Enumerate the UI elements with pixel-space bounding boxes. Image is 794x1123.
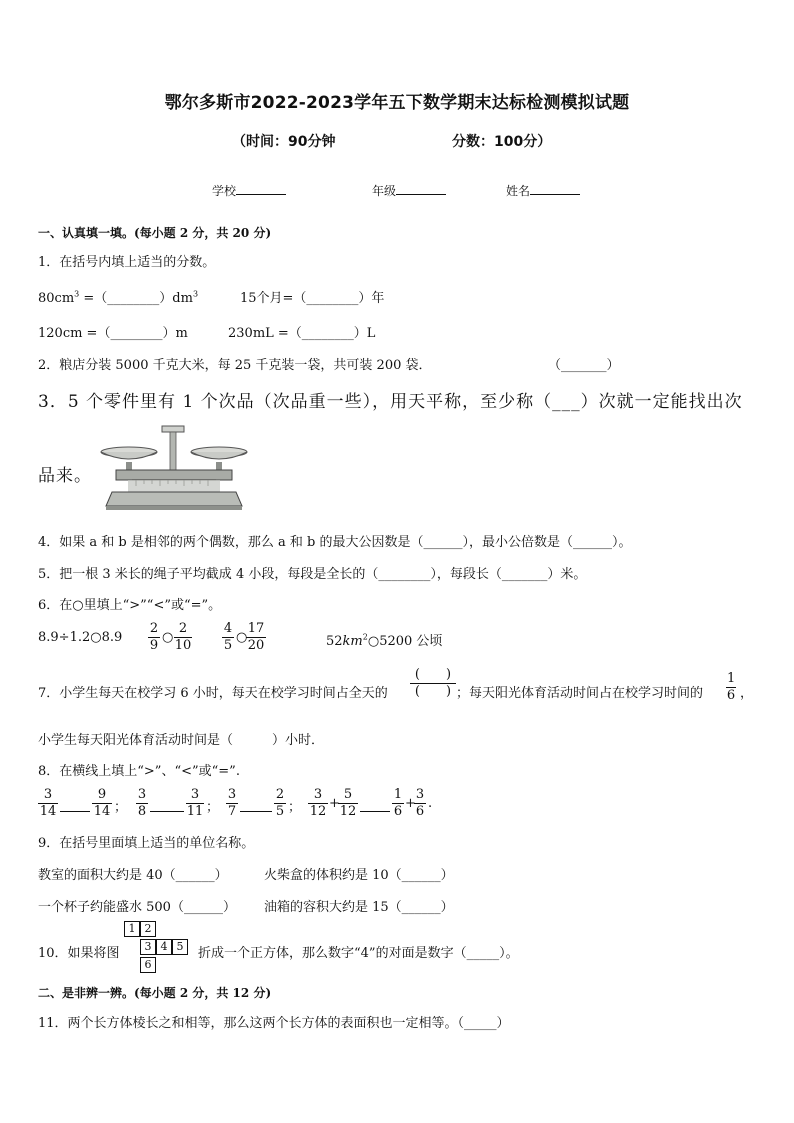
fraction-3-11: $\frac{3}{11}$ bbox=[186, 787, 204, 819]
fraction-3-14: $\frac{3}{14}$ bbox=[39, 787, 57, 819]
fraction-1-6: $\frac{1}{6}$ bbox=[393, 787, 403, 819]
fraction-3-6: $\frac{3}{6}$ bbox=[415, 787, 425, 819]
grade-blank[interactable] bbox=[396, 182, 446, 195]
exam-score: 分数：100分） bbox=[452, 134, 552, 150]
name-blank[interactable] bbox=[530, 182, 580, 195]
q10-pre: 10．如果将图 bbox=[38, 946, 120, 961]
fraction-17-20: $\frac{17}{20}$ bbox=[247, 621, 265, 653]
name-field bbox=[506, 182, 580, 199]
fraction-2-5: $\frac{2}{5}$ bbox=[275, 787, 285, 819]
grade-label: 年级 bbox=[372, 184, 397, 198]
section-2-heading: 二、是非辨一辨。(每小题 2 分，共 12 分) bbox=[38, 986, 272, 1000]
fraction-2-9: $\frac{2}{9}$ bbox=[149, 621, 159, 653]
q9-stem: 9．在括号里面填上适当的单位名称。 bbox=[38, 836, 255, 851]
name-label: 姓名 bbox=[506, 184, 531, 198]
page-title: 鄂尔多斯市2022-2023学年五下数学期末达标检测模拟试题 bbox=[164, 93, 630, 113]
answer-line[interactable] bbox=[360, 811, 390, 812]
q9-item-1: 教室的面积大约是 40（______） bbox=[38, 868, 228, 883]
balance-scale-illustration bbox=[92, 422, 252, 512]
q9-item-4: 油箱的容积大约是 15（______） bbox=[264, 900, 454, 915]
q6-item-1: 8.9÷1.2○8.9 bbox=[38, 630, 123, 645]
answer-line[interactable] bbox=[240, 811, 272, 812]
separator: ； bbox=[114, 800, 128, 815]
q7-comma: ， bbox=[740, 686, 754, 701]
fraction-3-8: $\frac{3}{8}$ bbox=[137, 787, 147, 819]
q3-line-2: 品来。 bbox=[38, 466, 92, 486]
grade-field bbox=[372, 182, 446, 199]
q1-item-1: $80cm^3$ $=(\_\_\_\_\_\_\_\_)dm^3$ bbox=[38, 289, 199, 306]
q7-line-1b: ；每天阳光体育活动时间占在校学习时间的 bbox=[456, 686, 704, 701]
q1-item-2: 15个月=（________）年 bbox=[240, 291, 385, 306]
fraction-1-6: $\frac{1}{6}$ bbox=[726, 671, 736, 703]
fraction-4-5: $\frac{4}{5}$ bbox=[223, 621, 233, 653]
q7-line-2: 小学生每天阳光体育活动时间是（ ）小时． bbox=[38, 733, 325, 748]
q10-post: 折成一个正方体，那么数字“4”的对面是数字（_____）。 bbox=[198, 946, 519, 961]
q2-text: 2．粮店分装 5000 千克大米，每 25 千克装一袋，共可装 200 袋． bbox=[38, 358, 432, 373]
q6-stem: 6．在○里填上“>”“<”或“=”。 bbox=[38, 598, 222, 613]
fraction-9-14: $\frac{9}{14}$ bbox=[93, 787, 111, 819]
q1-stem: 1．在括号内填上适当的分数。 bbox=[38, 255, 216, 270]
q2-blank[interactable]: （_______） bbox=[548, 358, 620, 373]
answer-line[interactable] bbox=[60, 811, 90, 812]
compare-circle[interactable]: ○ bbox=[236, 630, 248, 645]
school-blank[interactable] bbox=[236, 182, 286, 195]
net-cell: 1 bbox=[124, 921, 140, 937]
q1-item-3: 120cm =（________）m bbox=[38, 326, 188, 341]
q7-line-1a: 7．小学生每天在校学习 6 小时，每天在校学习时间占全天的 bbox=[38, 686, 388, 701]
school-field bbox=[212, 182, 286, 199]
plus-sign: + bbox=[405, 796, 416, 811]
q7-answer-fraction[interactable]: ( ) ( ) bbox=[410, 667, 456, 700]
fraction-3-7: $\frac{3}{7}$ bbox=[227, 787, 237, 819]
q5-text: 5．把一根 3 米长的绳子平均截成 4 小段，每段是全长的（________），每段长（_______）米。 bbox=[38, 567, 587, 582]
q6-item-4: $52km^2○5200$ 公顷 bbox=[326, 632, 443, 649]
plus-sign: + bbox=[329, 796, 340, 811]
period: . bbox=[428, 796, 433, 811]
q4-text: 4．如果 a 和 b 是相邻的两个偶数，那么 a 和 b 的最大公因数是（______），最小公倍数是（______）。 bbox=[38, 535, 632, 550]
exam-time: （时间：90分钟 bbox=[232, 134, 336, 150]
compare-circle[interactable]: ○ bbox=[162, 630, 174, 645]
separator: ； bbox=[288, 800, 302, 815]
school-label: 学校 bbox=[212, 184, 237, 198]
q8-stem: 8．在横线上填上“>”、“<”或“=”. bbox=[38, 764, 240, 779]
q11-text: 11．两个长方体棱长之和相等，那么这两个长方体的表面积也一定相等。（_____） bbox=[38, 1016, 510, 1031]
fraction-5-12: $\frac{5}{12}$ bbox=[339, 787, 357, 819]
net-cell: 3 bbox=[140, 939, 156, 955]
answer-line[interactable] bbox=[150, 811, 184, 812]
q9-item-2: 火柴盒的体积约是 10（______） bbox=[264, 868, 454, 883]
separator: ； bbox=[206, 800, 220, 815]
net-cell: 4 bbox=[156, 939, 172, 955]
section-1-heading: 一、认真填一填。(每小题 2 分，共 20 分) bbox=[38, 226, 272, 240]
net-cell: 6 bbox=[140, 957, 156, 973]
q9-item-3: 一个杯子约能盛水 500（______） bbox=[38, 900, 236, 915]
fraction-2-10: $\frac{2}{10}$ bbox=[174, 621, 192, 653]
net-cell: 5 bbox=[172, 939, 188, 955]
q1-item-4: 230mL =（________）L bbox=[228, 326, 376, 341]
q3-line-1: 3．5 个零件里有 1 个次品（次品重一些），用天平称，至少称（___）次就一定能找出次 bbox=[38, 392, 743, 412]
fraction-3-12: $\frac{3}{12}$ bbox=[309, 787, 327, 819]
net-cell: 2 bbox=[140, 921, 156, 937]
